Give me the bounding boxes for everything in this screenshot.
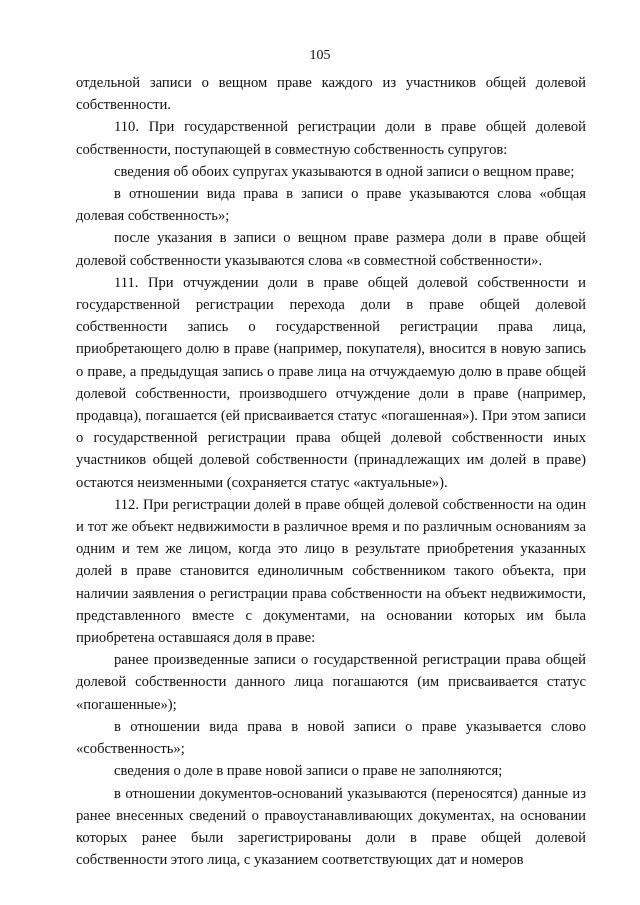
document-body xyxy=(76,72,586,871)
paragraph-110-item-1: сведения об обоих супругах указываются в одной записи о вещном праве; xyxy=(114,163,575,180)
paragraph-112-item-2: в отношении вида права в новой записи о праве указывается слово «собственность»; xyxy=(76,718,586,758)
paragraph-112-item-1: ранее произведенные записи о государственной регистрации права общей долевой собственности данного лица погашаются (им присваивается статус «погашенные»); xyxy=(76,652,586,713)
paragraph-112: 112. При регистрации долей в праве общей долевой собственности на один и тот же объект недвижимости в различное время и по различным основаниям за одним и тем же лицом, когда это лицо в результате приобретения указанных долей в праве становится единоличным собственником такого объекта, при наличии заявления о регистрации права собственности на объект недвижимости, представленного вместе с документами, на основании которых им была приобретена оставшаяся доля в праве: xyxy=(76,496,586,647)
paragraph-112-item-4: в отношении документов-оснований указываются (переносятся) данные из ранее внесенных сведений о правоустанавливающих документах, на основании которых ранее были зарегистрированы доли в праве общей долевой собственности этого лица, с указанием соответствующих дат и номеров xyxy=(76,785,586,869)
page-number: 105 xyxy=(309,48,331,63)
paragraph-110-item-3: после указания в записи о вещном праве размера доли в праве общей долевой собственности указываются слова «в совместной собственности». xyxy=(76,230,586,269)
paragraph-110-item-2: в отношении вида права в записи о праве указываются слова «общая долевая собственность»; xyxy=(76,186,586,225)
paragraph-111: 111. При отчуждении доли в праве общей долевой собственности и государственной регистрации перехода доли в праве общей долевой собственности запись о государственной регистрации права лица, приобретающего долю в праве (например, покупателя), вносится в новую запись о праве, а предыдущая запись о праве лица на отчуждаемую долю в праве общей долевой собственности, производшего отчуждение доли в праве (например, продавца), погашается (ей присваивается статус «погашенная»). При этом записи о государственной регистрации права общей долевой собственности иных участников общей долевой собственности (принадлежащих им долей в праве) остаются неизменными (сохраняется статус «актуальные»). xyxy=(76,274,586,491)
paragraph-112-item-3: сведения о доле в праве новой записи о праве не заполняются; xyxy=(114,763,503,780)
paragraph-110: 110. При государственной регистрации доли в праве общей долевой собственности, поступающей в совместную собственность супругов: xyxy=(76,119,586,158)
paragraph-continuation: отдельной записи о вещном праве каждого из участников общей долевой собственности. xyxy=(76,75,586,114)
